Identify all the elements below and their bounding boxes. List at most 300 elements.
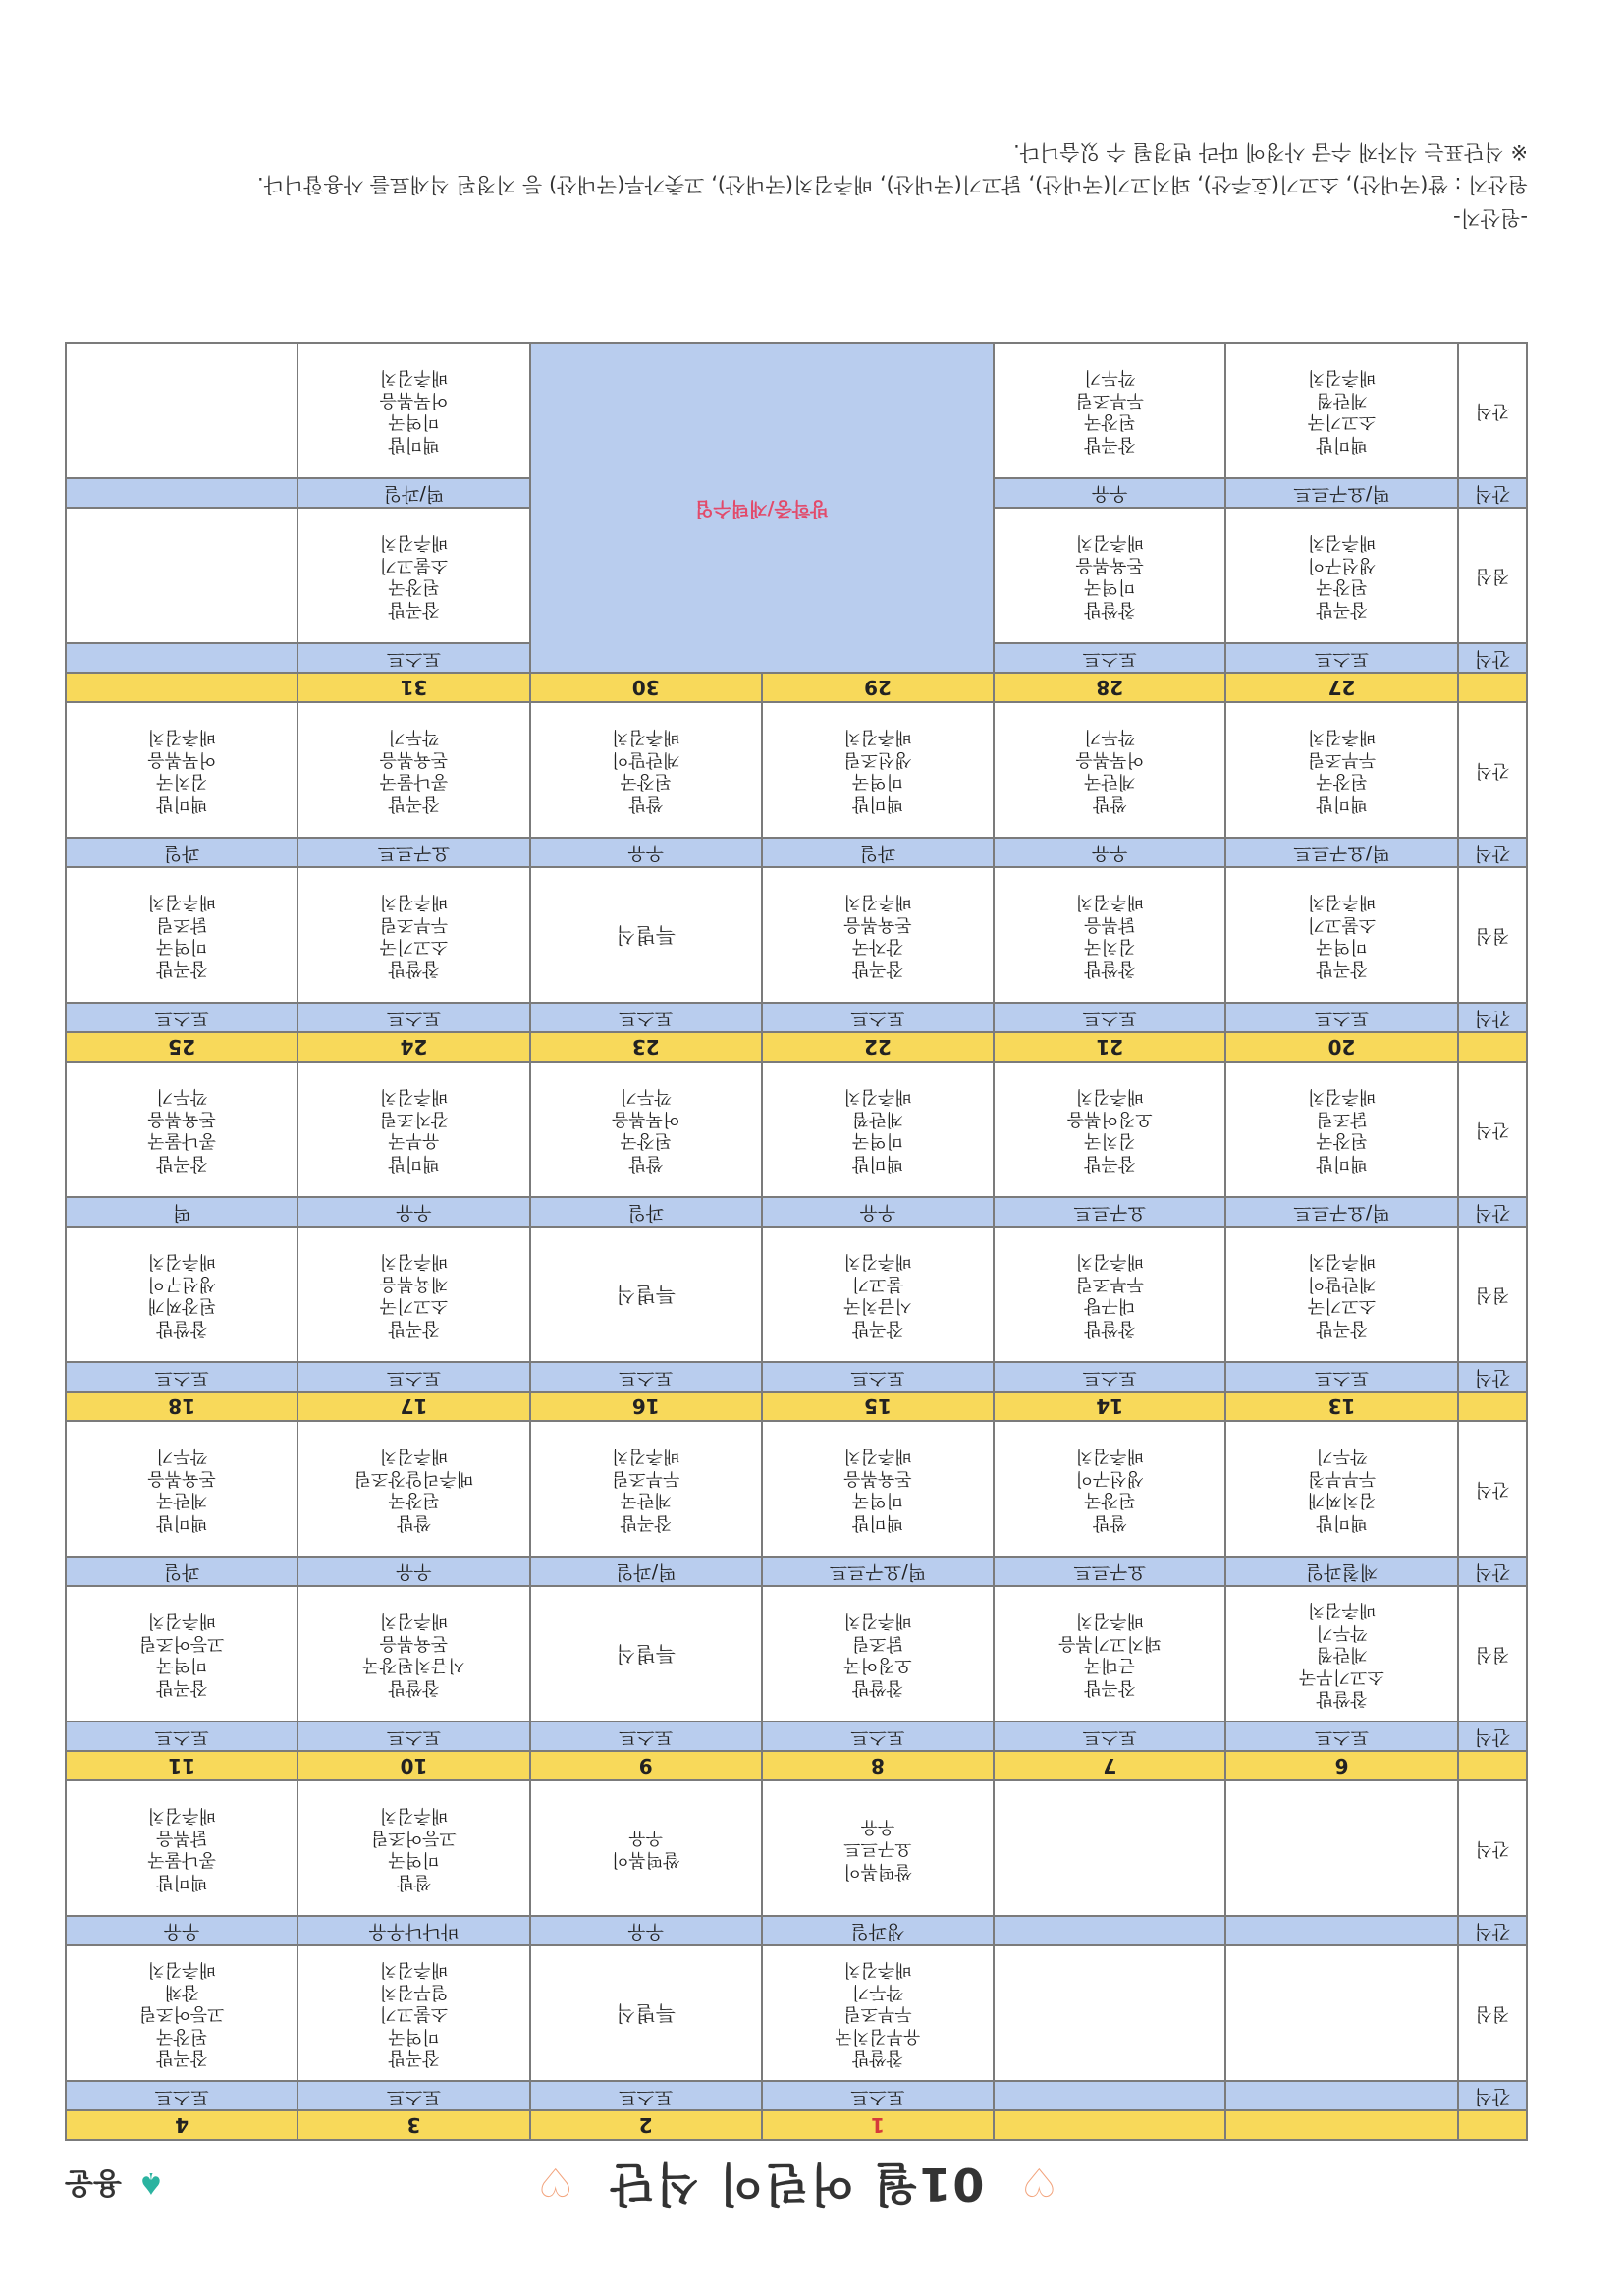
- pm-menu-cell: [994, 1062, 1225, 1197]
- dish-item: 계란말이: [611, 749, 680, 770]
- lunch-cell: [762, 867, 994, 1003]
- dish-item: 잡채: [164, 1981, 199, 2002]
- dish-item: 소고기국: [1307, 1295, 1377, 1317]
- am-snack-cell: 토스트: [530, 2081, 762, 2110]
- am-snack-cell: 토스트: [762, 1003, 994, 1032]
- dish-item: 쌀밥: [1092, 793, 1127, 814]
- pm-snack-cell: 떡/과일: [530, 1557, 762, 1586]
- pm-menu-cell: [66, 1062, 298, 1197]
- dish-item: 배추김치: [147, 892, 216, 913]
- dish-item: 찹쌀밥: [1084, 599, 1136, 620]
- date-cell: 24: [298, 1032, 529, 1062]
- school-name: [65, 2164, 164, 2208]
- lunch-row: [66, 1945, 1527, 2081]
- date-row: [66, 1032, 1527, 1062]
- lunch-cell: [66, 1945, 298, 2081]
- pm-snack-cell: 떡/과일: [298, 478, 529, 508]
- am-snack-cell: 토스트: [66, 1003, 298, 1032]
- dish-item: 계란국: [1084, 771, 1136, 793]
- dish-item: 소고기국: [379, 1295, 449, 1317]
- snack-header-row: [66, 2081, 1527, 2110]
- dish-item: 계란국: [620, 1490, 672, 1511]
- row-label-lunch: 점심: [1458, 508, 1527, 643]
- dish-item: 두부부침: [1307, 1468, 1377, 1489]
- dish-item: 어묵볶음: [1075, 749, 1145, 770]
- dish-item: 잡곡밥: [156, 2048, 208, 2069]
- dish-item: 닭볶음: [1084, 914, 1136, 935]
- dish-item: 찹쌀밥: [851, 1677, 904, 1698]
- pm-menu-cell: [994, 702, 1225, 838]
- dish-item: 잡곡밥: [388, 2048, 440, 2069]
- dish-item: 배추김치: [843, 727, 912, 748]
- am-snack-cell: 토스트: [762, 2081, 994, 2110]
- dish-item: 배추김치: [147, 1959, 216, 1981]
- dish-item: 배추김치: [1075, 892, 1145, 913]
- pm-menu-cell: [1225, 343, 1457, 478]
- dish-item: 된장국: [620, 771, 672, 793]
- dish-item: 콩나물국: [379, 771, 449, 793]
- dish-item: 잡곡밥: [1084, 1677, 1136, 1698]
- lunch-cell: [994, 1586, 1225, 1722]
- date-cell: 27: [1225, 673, 1457, 702]
- am-snack-cell: 토스트: [530, 1722, 762, 1751]
- dish-item: 계란찜: [1316, 1644, 1368, 1666]
- dish-item: 배추김치: [1075, 1446, 1145, 1467]
- dish-item: 메추리알장조림: [353, 1468, 474, 1489]
- date-cell: 23: [530, 1032, 762, 1062]
- dish-item: 잡곡밥: [1316, 599, 1368, 620]
- pm-snack-cell: 떡: [66, 1197, 298, 1227]
- dish-item: 된장국: [1316, 771, 1368, 793]
- am-snack-cell: 토스트: [298, 1362, 529, 1392]
- dish-item: 감자조림: [379, 1109, 449, 1129]
- row-label-snack: 간식: [1458, 478, 1527, 508]
- dish-item: 깍두기: [156, 1446, 208, 1467]
- am-snack-cell: 토스트: [994, 1722, 1225, 1751]
- footnotes: [65, 135, 1528, 234]
- lunch-cell: [66, 1227, 298, 1362]
- pm-snack-cell: 제철과일: [1225, 1557, 1457, 1586]
- pm-snack-cell: 떡/요구르트: [1225, 838, 1457, 867]
- row-label-snack: 간식: [1458, 2081, 1527, 2110]
- dish-item: 쌀떡볶이: [611, 1849, 680, 1871]
- lunch-cell: [298, 508, 529, 643]
- dish-item: 백미밥: [851, 1512, 904, 1533]
- dish-item: 배추김치: [1307, 892, 1377, 913]
- am-snack-cell: 토스트: [66, 2081, 298, 2110]
- dish-item: 찹쌀밥: [1316, 1688, 1368, 1710]
- dish-item: 배추김치: [1307, 727, 1377, 748]
- row-label-snack: 간식: [1458, 838, 1527, 867]
- date-cell: 17: [298, 1392, 529, 1421]
- dish-item: 백미밥: [851, 793, 904, 814]
- dish-item: 유부김치국: [835, 2025, 921, 2047]
- dish-item: 백미밥: [1316, 434, 1368, 455]
- lunch-cell: [298, 867, 529, 1003]
- dish-item: 소고기무국: [1299, 1666, 1384, 1687]
- pm-menu-row: [66, 702, 1527, 838]
- date-corner-cell: [1458, 1392, 1527, 1421]
- row-label-category: 간식: [1458, 1421, 1527, 1557]
- dish-item: 돈육볶음: [147, 1468, 216, 1489]
- dish-item: 배추김치: [843, 1251, 912, 1273]
- pm-snack-cell: 우유: [66, 1916, 298, 1945]
- dish-item: 깍두기: [1084, 727, 1136, 748]
- pm-snack-cell: 바나나우유: [298, 1916, 529, 1945]
- dish-item: 미역국: [388, 2025, 440, 2047]
- dish-item: 배추김치: [1307, 532, 1377, 554]
- date-cell: [1225, 2110, 1457, 2140]
- dish-item: 배추김치: [147, 1251, 216, 1273]
- dish-item: 된장국: [388, 1490, 440, 1511]
- dish-item: 배추김치: [843, 892, 912, 913]
- dish-item: 잡곡밥: [1316, 958, 1368, 979]
- dish-item: 김치국: [1084, 1130, 1136, 1152]
- date-cell: 13: [1225, 1392, 1457, 1421]
- dish-item: 잡곡밥: [851, 1318, 904, 1339]
- dish-item: 잡곡밥: [1084, 1153, 1136, 1174]
- dish-item: 잡곡밥: [851, 958, 904, 979]
- pm-snack-cell: 과일: [66, 838, 298, 867]
- pm-snack-header-row: [66, 838, 1527, 867]
- pm-snack-cell: 요구르트: [298, 838, 529, 867]
- dish-item: 돈육볶음: [843, 914, 912, 935]
- lunch-cell: [66, 867, 298, 1003]
- dish-item: 시금치된장국: [362, 1655, 465, 1676]
- date-cell: [994, 2110, 1225, 2140]
- dish-item: 두부조림: [611, 1468, 680, 1489]
- dish-item: 콩나물국: [147, 1130, 216, 1152]
- dish-item: 깍두기: [156, 1086, 208, 1108]
- pm-menu-cell: [530, 1780, 762, 1916]
- pm-menu-cell: [298, 1780, 529, 1916]
- lunch-cell: [530, 1227, 762, 1362]
- dish-item: 소불고기: [379, 2003, 449, 2025]
- pm-menu-cell: [762, 702, 994, 838]
- dish-item: 된장국: [1316, 576, 1368, 598]
- dish-item: 생선구이: [147, 1274, 216, 1294]
- pm-snack-cell: 우유: [530, 1916, 762, 1945]
- pm-menu-cell: [66, 702, 298, 838]
- pm-menu-cell: [762, 1062, 994, 1197]
- dish-item: 된장국: [156, 2025, 208, 2047]
- lunch-cell: [298, 1945, 529, 2081]
- lunch-cell: [66, 1586, 298, 1722]
- lunch-cell: [1225, 1227, 1457, 1362]
- dish-item: 백미밥: [1316, 1153, 1368, 1174]
- lunch-cell: [762, 1586, 994, 1722]
- dish-item: 돈육볶음: [1075, 555, 1145, 575]
- dish-item: 쌀밥: [628, 793, 664, 814]
- dish-item: 배추김치: [1307, 1251, 1377, 1273]
- dish-item: 된장국: [1316, 1130, 1368, 1152]
- dish-item: 닭조림: [1316, 1109, 1368, 1129]
- dish-item: 미역국: [156, 1655, 208, 1676]
- pm-snack-cell: 우유: [298, 1197, 529, 1227]
- lunch-cell: [994, 1945, 1225, 2081]
- lunch-cell: [298, 1586, 529, 1722]
- row-label-lunch: 점심: [1458, 1586, 1527, 1722]
- footnote-line: -원산지-: [1452, 206, 1528, 230]
- row-label-lunch: 점심: [1458, 1227, 1527, 1362]
- dish-item: 배추김치: [843, 1611, 912, 1632]
- pm-menu-cell: [762, 1421, 994, 1557]
- dish-item: 특별식: [616, 1642, 677, 1667]
- dish-item: 깍두기: [388, 727, 440, 748]
- pm-snack-cell: 우유: [298, 1557, 529, 1586]
- dish-item: 오징어볶음: [1066, 1109, 1153, 1129]
- pm-snack-cell: 요구르트: [994, 1557, 1225, 1586]
- dish-item: 찹쌀밥: [388, 958, 440, 979]
- row-label-lunch: 점심: [1458, 1945, 1527, 2081]
- dish-item: 돈육볶음: [379, 1633, 449, 1654]
- dish-item: 배추김치: [843, 1446, 912, 1467]
- dish-item: 김치국: [1084, 936, 1136, 957]
- date-cell: 18: [66, 1392, 298, 1421]
- dish-item: 두부조림: [1075, 390, 1145, 410]
- dish-item: 미역국: [388, 1849, 440, 1871]
- snack-header-row: [66, 643, 1527, 673]
- leaf-icon: ♠: [137, 2165, 165, 2200]
- dish-item: 닭조림: [156, 914, 208, 935]
- date-cell: 11: [66, 1751, 298, 1780]
- am-snack-cell: 토스트: [530, 1003, 762, 1032]
- dish-item: 두부조림: [843, 2003, 912, 2025]
- dish-item: 대구탕: [1084, 1295, 1136, 1317]
- page-title: [65, 2155, 1528, 2219]
- lunch-cell: [994, 1227, 1225, 1362]
- date-cell: 4: [66, 2110, 298, 2140]
- row-label-category: 간식: [1458, 702, 1527, 838]
- pm-menu-cell: [530, 702, 762, 838]
- pm-menu-cell: [66, 1421, 298, 1557]
- date-cell: 7: [994, 1751, 1225, 1780]
- dish-item: 어묵볶음: [611, 1109, 680, 1129]
- meal-table: [65, 342, 1528, 2141]
- am-snack-cell: 토스트: [66, 1722, 298, 1751]
- dish-item: 배추김치: [147, 1805, 216, 1827]
- dish-item: 소고기국: [379, 936, 449, 957]
- dish-item: 근대국: [1084, 1655, 1136, 1676]
- date-cell: 31: [298, 673, 529, 702]
- dish-item: 잡곡밥: [388, 599, 440, 620]
- dish-item: 배추김치: [379, 892, 449, 913]
- lunch-cell: [530, 1586, 762, 1722]
- lunch-row: [66, 1227, 1527, 1362]
- dish-item: 고등어조림: [370, 1828, 457, 1848]
- am-snack-cell: 토스트: [994, 1003, 1225, 1032]
- dish-item: 두부조림: [379, 914, 449, 935]
- date-cell: 22: [762, 1032, 994, 1062]
- am-snack-cell: 토스트: [762, 1362, 994, 1392]
- lunch-cell: [530, 867, 762, 1003]
- row-label-snack: 간식: [1458, 1722, 1527, 1751]
- dish-item: 배추김치: [611, 1446, 680, 1467]
- lunch-cell: [1225, 1945, 1457, 2081]
- dish-item: 배추김치: [1307, 1600, 1377, 1621]
- lunch-cell: [530, 1945, 762, 2081]
- dish-item: 배추김치: [1075, 532, 1145, 554]
- row-label-snack: 간식: [1458, 643, 1527, 673]
- dish-item: 배추김치: [147, 727, 216, 748]
- dish-item: 쌀떡볶이: [843, 1860, 912, 1882]
- pm-menu-cell: [298, 1062, 529, 1197]
- lunch-cell: [762, 1945, 994, 2081]
- am-snack-cell: 토스트: [298, 1722, 529, 1751]
- dish-item: 돈육볶음: [147, 1109, 216, 1129]
- dish-item: 두부조림: [1075, 1274, 1145, 1294]
- date-cell: 28: [994, 673, 1225, 702]
- dish-item: 특별식: [616, 1283, 677, 1307]
- heart-icon: ♡: [535, 2159, 573, 2204]
- dish-item: 찹쌀밥: [1084, 958, 1136, 979]
- pm-snack-cell: 우유: [762, 1197, 994, 1227]
- dish-item: 소불고기: [379, 555, 449, 575]
- snack-header-row: [66, 1362, 1527, 1392]
- date-cell: 3: [298, 2110, 529, 2140]
- pm-snack-cell: 떡/요구르트: [1225, 1197, 1457, 1227]
- pm-menu-row: [66, 1780, 1527, 1916]
- dish-item: 김치국: [156, 771, 208, 793]
- dish-item: 유부국: [388, 1130, 440, 1152]
- dish-item: 쌀밥: [397, 1872, 431, 1892]
- dish-item: 배추김치: [379, 1251, 449, 1273]
- date-cell: 8: [762, 1751, 994, 1780]
- footnote-line: ※ 식단표는 식자재 수급 사정에 따라 변경될 수 있습니다.: [1013, 139, 1528, 164]
- lunch-cell: [1225, 1586, 1457, 1722]
- dish-item: 배추김치: [843, 1959, 912, 1981]
- dish-item: 배추김치: [1075, 1611, 1145, 1632]
- dish-item: 잡곡밥: [156, 1677, 208, 1698]
- dish-item: 배추김치: [147, 1611, 216, 1632]
- dish-item: 찹쌀밥: [851, 2048, 904, 2069]
- dish-item: 오징어국: [843, 1655, 912, 1676]
- date-cell: 9: [530, 1751, 762, 1780]
- pm-menu-cell: [530, 1062, 762, 1197]
- heart-icon: ♡: [1019, 2159, 1057, 2204]
- pm-menu-row: [66, 1421, 1527, 1557]
- dish-item: 배추김치: [379, 367, 449, 389]
- pm-menu-cell: [530, 1421, 762, 1557]
- pm-menu-cell: [1225, 1062, 1457, 1197]
- pm-snack-cell: 떡/요구르트: [762, 1557, 994, 1586]
- dish-item: 두부조림: [1307, 749, 1377, 770]
- dish-item: 닭볶음: [156, 1828, 208, 1848]
- dish-item: 깍두기: [851, 1981, 904, 2002]
- dish-item: 잡곡밥: [156, 958, 208, 979]
- lunch-row: [66, 1586, 1527, 1722]
- lunch-cell: [66, 508, 298, 643]
- lunch-cell: [994, 867, 1225, 1003]
- row-label-snack: 간식: [1458, 1003, 1527, 1032]
- date-corner-cell: [1458, 673, 1527, 702]
- dish-item: 미역국: [1084, 576, 1136, 598]
- pm-menu-cell: [298, 343, 529, 478]
- pm-snack-cell: 우유: [530, 838, 762, 867]
- dish-item: 백미밥: [388, 1153, 440, 1174]
- dish-item: 잡곡밥: [388, 793, 440, 814]
- date-cell: 20: [1225, 1032, 1457, 1062]
- dish-item: 미역국: [851, 771, 904, 793]
- pm-menu-cell: [994, 343, 1225, 478]
- pm-snack-cell: 우유: [994, 478, 1225, 508]
- dish-item: 깍두기: [1084, 367, 1136, 389]
- date-cell: 29: [762, 673, 994, 702]
- pm-menu-cell: [994, 1780, 1225, 1916]
- dish-item: 고등어조림: [138, 2003, 225, 2025]
- date-cell red: 1: [762, 2110, 994, 2140]
- snack-header-row: [66, 1003, 1527, 1032]
- dish-item: 백미밥: [156, 1872, 208, 1892]
- dish-item: 돼지고기볶음: [1058, 1633, 1162, 1654]
- dish-item: 배추김치: [1307, 367, 1377, 389]
- dish-item: 배추김치: [1307, 1086, 1377, 1108]
- dish-item: 깍두기: [620, 1086, 672, 1108]
- dish-item: 찹쌀밥: [156, 1318, 208, 1339]
- row-label-snack: 간식: [1458, 1557, 1527, 1586]
- row-label-category: 간식: [1458, 1780, 1527, 1916]
- dish-item: 계란국: [156, 1490, 208, 1511]
- dish-item: 쌀밥: [628, 1153, 664, 1174]
- dish-item: 계란말이: [1307, 1274, 1377, 1294]
- dish-item: 배추김치: [379, 1086, 449, 1108]
- lunch-row: [66, 867, 1527, 1003]
- am-snack-cell: [994, 2081, 1225, 2110]
- row-label-snack: 간식: [1458, 1362, 1527, 1392]
- pm-menu-cell: [994, 1421, 1225, 1557]
- dish-item: 백미밥: [156, 1512, 208, 1533]
- dish-item: 특별식: [616, 923, 677, 948]
- date-corner-cell: [1458, 2110, 1527, 2140]
- dish-item: 배추김치: [379, 1446, 449, 1467]
- am-snack-cell: 토스트: [762, 1722, 994, 1751]
- date-corner-cell: [1458, 1751, 1527, 1780]
- am-snack-cell: 토스트: [994, 643, 1225, 673]
- pm-snack-cell: 과일: [66, 1557, 298, 1586]
- date-cell: 25: [66, 1032, 298, 1062]
- pm-snack-cell: [994, 1916, 1225, 1945]
- dish-item: 배추김치: [379, 532, 449, 554]
- pm-menu-cell: [1225, 1780, 1457, 1916]
- dish-item: 잡곡밥: [156, 1153, 208, 1174]
- am-snack-cell: 토스트: [1225, 1362, 1457, 1392]
- dish-item: 고등어조림: [138, 1633, 225, 1654]
- date-row: [66, 1751, 1527, 1780]
- lunch-cell: [1225, 867, 1457, 1003]
- dish-item: 돈육볶음: [843, 1468, 912, 1489]
- dish-item: 생선조림: [843, 749, 912, 770]
- date-row: [66, 1392, 1527, 1421]
- dish-item: 배추김치: [379, 1959, 449, 1981]
- pm-menu-cell: [1225, 702, 1457, 838]
- pm-snack-header-row: [66, 1197, 1527, 1227]
- date-cell: 2: [530, 2110, 762, 2140]
- dish-item: 생선구이: [1075, 1468, 1145, 1489]
- dish-item: 미역국: [156, 936, 208, 957]
- pm-menu-cell: [1225, 1421, 1457, 1557]
- dish-item: 소고기국: [1307, 411, 1377, 433]
- pm-menu-row: [66, 1062, 1527, 1197]
- dish-item: 소불고기: [1307, 914, 1377, 935]
- am-snack-cell: 토스트: [298, 643, 529, 673]
- dish-item: 쌀밥: [397, 1512, 431, 1533]
- pm-snack-header-row: [66, 1557, 1527, 1586]
- dish-item: 감자국: [851, 936, 904, 957]
- dish-item: 불고기: [851, 1274, 904, 1294]
- pm-snack-cell: 떡/요구르트: [1225, 478, 1457, 508]
- pm-menu-cell: [66, 343, 298, 478]
- pm-snack-cell: 우유: [994, 838, 1225, 867]
